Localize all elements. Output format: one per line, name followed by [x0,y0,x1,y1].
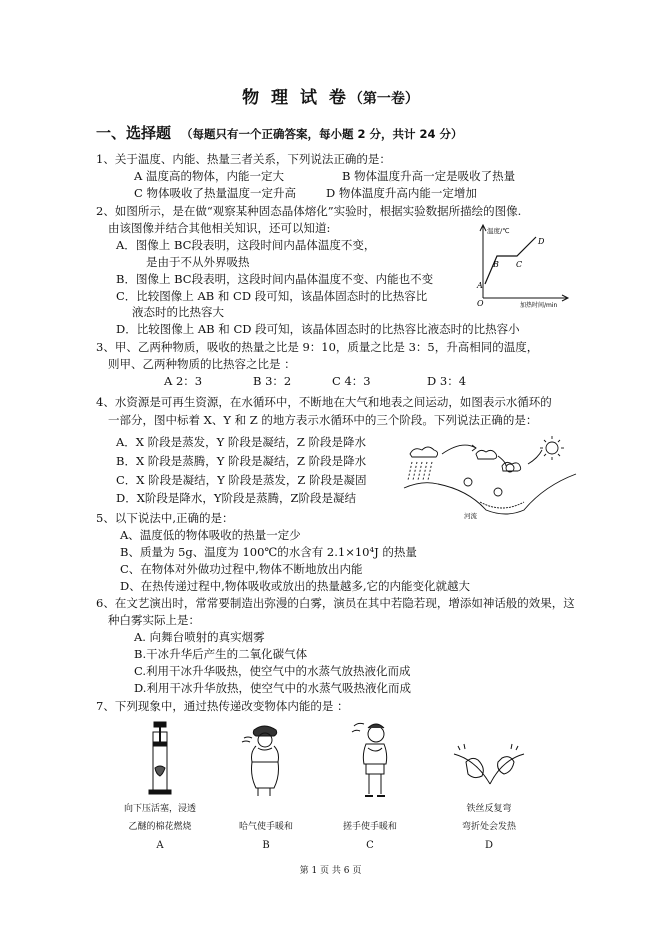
q2-stem-line1: 2、如图所示，是在做“观察某种固态晶体熔化”实验时，根据实验数据所描绘的图像. [96,204,522,218]
section-title: 一、选择题 [96,124,172,142]
q5-stem: 5、以下说法中,正确的是： [96,511,234,525]
section-note: （每题只有一个正确答案，每小题 2 分，共计 24 分） [181,127,463,141]
graph-origin-label: O [477,299,484,308]
q7-fig-c-letter: C [366,840,374,851]
graph-point-b: B [493,260,499,269]
water-cycle-figure [402,432,578,522]
q1-option-a: A 温度高的物体，内能一定大 [134,169,284,183]
q4-option-d: D．X阶段是降水，Y阶段是蒸腾，Z阶段是凝结 [116,491,356,505]
q4-option-a: A．X 阶段是蒸发，Y 阶段是凝结，Z 阶段是降水 [116,435,367,449]
graph-point-c: C [516,260,523,269]
q3-option-d: D 3：4 [427,374,467,388]
title-sub: （第一卷） [348,91,419,107]
q2-stem-line2: 由该图像并结合其他相关知识，还可以知道: [108,221,331,235]
water-cycle-river-label: 河流 [464,512,477,520]
graph-ylabel: 温度/℃ [487,227,510,235]
q3-stem-line1: 3、甲、乙两种物质，吸收的热量之比是 9：10，质量之比是 3：5，升高相同的温度， [96,340,539,354]
q5-option-d: D、在热传递过程中,物体吸收或放出的热量越多,它的内能变化就越大 [120,579,471,593]
piston-cylinder-figure [142,720,178,798]
q6-option-c: C.利用干冰升华吸热，使空气中的水蒸气放热液化而成 [134,664,411,678]
title-main: 物 理 试 卷 [242,88,349,108]
q7-fig-b-caption: 哈气使手暖和 [238,822,293,832]
q1-stem: 1、关于温度、内能、热量三者关系，下列说法正确的是： [96,152,391,166]
q2-option-c-line1: C．比较图像上 AB 和 CD 段可知，该晶体固态时的比热容比 [116,289,428,303]
q3-stem-line2: 则甲、乙两种物质的比热容之比是 ： [108,357,296,371]
q1-option-d: D 物体温度升高内能一定增加 [326,186,477,200]
q6-stem-line1: 6、在文艺演出时，常常要制造出弥漫的白雾，演员在其中若隐若现，增添如神话般的效果，这 [96,596,575,610]
blowing-hands-figure [236,722,294,798]
bending-wire-figure [452,742,526,790]
rubbing-hands-figure [350,716,400,800]
q6-stem-line2: 种白雾实际上是： [108,613,200,627]
q5-option-a: A、温度低的物体吸收的热量一定少 [120,528,301,542]
q7-fig-a-caption-line2: 乙醚的棉花燃烧 [128,822,192,832]
section-heading [96,124,463,143]
q1-option-c: C 物体吸收了热量温度一定升高 [134,186,296,200]
page-footer: 第 1 页 共 6 页 [299,866,362,876]
q7-fig-d-caption-line1: 铁丝反复弯 [466,804,512,814]
q7-fig-a-letter: A [156,840,164,851]
q7-fig-a-caption-line1: 向下压活塞，浸透 [123,804,196,814]
q2-option-a-line2: 是由于不从外界吸热 [146,255,250,269]
q7-fig-c-caption: 搓手使手暖和 [342,822,397,832]
q3-option-a: A 2：3 [164,374,203,388]
graph-point-a: A [477,281,483,290]
q5-option-c: C、在物体对外做功过程中,物体不断地放出内能 [120,562,363,576]
graph-point-d: D [538,237,545,246]
q1-option-b: B 物体温度升高一定是吸收了热量 [342,169,516,183]
q2-option-a-line1: A．图像上 BC段表明，这段时间内晶体温度不变， [116,238,376,252]
q7-fig-d-letter: D [484,840,494,851]
q4-stem-line1: 4、水资源是可再生资源，在水循环中，不断地在大气和地表之间运动，如图表示水循环的 [96,395,552,409]
q6-option-b: B.干冰升华后产生的二氧化碳气体 [134,647,308,661]
page-title [0,88,661,109]
q5-option-b: B、质量为 5g、温度为 100℃的水含有 2.1×10⁴J 的热量 [120,545,417,559]
q7-fig-b-letter: B [262,840,270,851]
q6-option-a: A. 向舞台喷射的真实烟雾 [134,630,265,644]
graph-xlabel: 加热时间/min [520,302,558,308]
q2-option-b: B．图像上 BC段表明，这段时间内晶体温度不变、内能也不变 [116,272,434,286]
q4-stem-line2: 一部分，图中标着 X、Y 和 Z 的地方表示水循环中的三个阶段。下列说法正确的是： [108,413,538,427]
q4-option-b: B．X 阶段是蒸腾，Y 阶段是凝结，Z 阶段是降水 [116,454,367,468]
q7-stem: 7、下列现象中，通过热传递改变物体内能的是 ： [96,699,349,713]
q6-option-d: D.利用干冰升华放热，使空气中的水蒸气吸热液化而成 [134,681,411,695]
q4-option-c: C．X 阶段是凝结，Y 阶段是蒸发，Z 阶段是凝固 [116,473,367,487]
q7-fig-d-caption-line2: 弯折处会发热 [461,822,516,832]
q2-option-c-line2: 液态时的比热容大 [132,305,224,319]
q3-option-c: C 4：3 [332,374,371,388]
q3-option-b: B 3：2 [253,374,292,388]
q2-option-d: D．比较图像上 AB 和 CD 段可知，该晶体固态时的比热容比液态时的比热容小 [116,322,520,336]
melting-graph [468,222,572,308]
